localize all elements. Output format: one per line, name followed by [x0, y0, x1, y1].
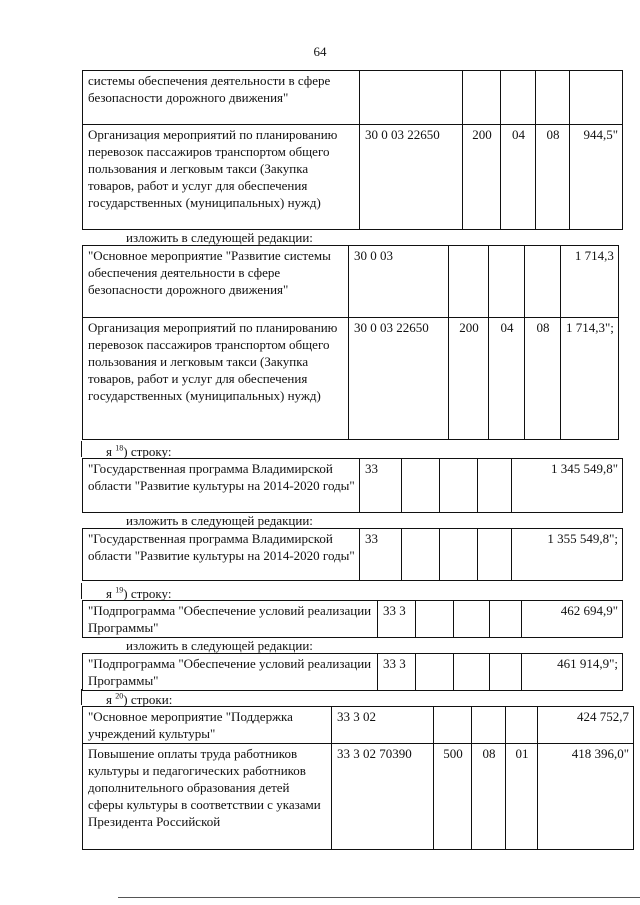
row-name: "Государственная программа Владимирской области "Развитие культуры на 2014-2020 годы"	[83, 459, 360, 513]
row-vr	[402, 459, 440, 513]
budget-table	[82, 600, 623, 638]
row-pr	[478, 459, 512, 513]
row-amount: 1 355 549,8";	[512, 529, 623, 581]
row-vr	[449, 246, 489, 318]
instruction-prefix: я	[106, 586, 116, 601]
row-vr	[434, 707, 472, 744]
instruction-line	[106, 444, 172, 459]
row-vr: 200	[463, 125, 501, 230]
budget-table	[82, 528, 623, 581]
table-block-continuation	[82, 70, 623, 230]
footnote-number: 20	[115, 691, 124, 701]
row-rz	[454, 654, 490, 691]
row-pr: 08	[536, 125, 570, 230]
instruction-prefix: я	[106, 444, 116, 459]
page-number: 64	[313, 44, 327, 59]
row-vr: 500	[434, 744, 472, 850]
table-block-old-subprogram	[82, 600, 623, 638]
row-name: "Основное мероприятие "Развитие системы обеспечения деятельности в сфере безопасности дорожного движения"	[83, 246, 349, 318]
row-vr	[463, 71, 501, 125]
row-vr	[416, 654, 454, 691]
row-rz: 04	[501, 125, 536, 230]
row-pr	[490, 654, 522, 691]
table-row	[83, 707, 634, 744]
row-amount: 1 714,3";	[561, 318, 619, 440]
instruction-suffix: ) строки:	[123, 692, 173, 707]
budget-table	[82, 706, 634, 850]
table-row	[83, 654, 623, 691]
row-code: 30 0 03 22650	[349, 318, 449, 440]
row-name: Организация мероприятий по планированию перевозок пассажиров транспортом общего пользования и легковым такси (Закупка товаров, работ и услуг для обеспечения государственных (муниципальных) нужд)	[83, 125, 360, 230]
table-row	[83, 318, 619, 440]
row-rz	[472, 707, 506, 744]
row-name: Организация мероприятий по планированию перевозок пассажиров транспортом общего пользования и легковым такси (Закупка товаров, работ и услуг для обеспечения государственных (муниципальных) нужд)	[83, 318, 349, 440]
margin-mark	[81, 583, 82, 599]
row-name: системы обеспечения деятельности в сфере безопасности дорожного движения"	[83, 71, 360, 125]
instruction-prefix: я	[106, 692, 116, 707]
instruction-suffix: ) строку:	[123, 444, 172, 459]
row-amount: 424 752,7	[538, 707, 634, 744]
row-vr	[416, 601, 454, 638]
table-row	[83, 529, 623, 581]
row-code: 30 0 03 22650	[360, 125, 463, 230]
row-code: 33 3	[378, 654, 416, 691]
table-row	[83, 601, 623, 638]
table-block-old-program	[82, 458, 623, 513]
row-pr	[490, 601, 522, 638]
margin-mark	[81, 689, 82, 705]
table-block-new-program	[82, 528, 623, 581]
row-amount: 1 714,3	[561, 246, 619, 318]
budget-table	[82, 245, 619, 440]
row-pr	[536, 71, 570, 125]
instruction-line: изложить в следующей редакции:	[126, 513, 313, 528]
table-row	[83, 246, 619, 318]
row-name: "Подпрограмма "Обеспечение условий реализации Программы"	[83, 654, 378, 691]
instruction-line: изложить в следующей редакции:	[126, 230, 313, 245]
instruction-line	[106, 692, 172, 707]
row-rz: 04	[489, 318, 525, 440]
row-name: Повышение оплаты труда работников культуры и педагогических работников дополнительного образования детей сферы культуры в соответствии с указами Президента Российской	[83, 744, 332, 850]
row-amount: 462 694,9"	[522, 601, 623, 638]
row-rz	[454, 601, 490, 638]
row-pr	[506, 707, 538, 744]
row-pr	[478, 529, 512, 581]
row-code: 33	[360, 459, 402, 513]
instruction-line	[106, 586, 172, 601]
budget-table	[82, 458, 623, 513]
row-amount	[570, 71, 623, 125]
row-name: "Подпрограмма "Обеспечение условий реализации Программы"	[83, 601, 378, 638]
row-code: 33 3 02	[332, 707, 434, 744]
table-row	[83, 125, 623, 230]
row-name: "Основное мероприятие "Поддержка учреждений культуры"	[83, 707, 332, 744]
table-block-event	[82, 706, 634, 850]
row-code: 30 0 03	[349, 246, 449, 318]
row-code: 33	[360, 529, 402, 581]
row-pr: 08	[525, 318, 561, 440]
row-pr: 01	[506, 744, 538, 850]
row-name: "Государственная программа Владимирской области "Развитие культуры на 2014-2020 годы"	[83, 529, 360, 581]
budget-table	[82, 70, 623, 230]
row-vr: 200	[449, 318, 489, 440]
table-row	[83, 71, 623, 125]
instruction-line: изложить в следующей редакции:	[126, 638, 313, 653]
row-rz	[489, 246, 525, 318]
row-code: 33 3	[378, 601, 416, 638]
table-block-new-edition	[82, 245, 619, 440]
row-vr	[402, 529, 440, 581]
row-code: 33 3 02 70390	[332, 744, 434, 850]
table-row	[83, 459, 623, 513]
row-amount: 461 914,9";	[522, 654, 623, 691]
table-row	[83, 744, 634, 850]
budget-table	[82, 653, 623, 691]
row-rz	[440, 459, 478, 513]
row-amount: 1 345 549,8"	[512, 459, 623, 513]
row-amount: 418 396,0"	[538, 744, 634, 850]
row-rz: 08	[472, 744, 506, 850]
page-bottom-rule	[118, 897, 640, 898]
footnote-number: 18	[115, 443, 124, 453]
row-amount: 944,5"	[570, 125, 623, 230]
instruction-suffix: ) строку:	[123, 586, 172, 601]
margin-mark	[81, 441, 82, 457]
footnote-number: 19	[115, 585, 124, 595]
row-rz	[440, 529, 478, 581]
table-block-new-subprogram	[82, 653, 623, 691]
row-pr	[525, 246, 561, 318]
row-rz	[501, 71, 536, 125]
row-code	[360, 71, 463, 125]
